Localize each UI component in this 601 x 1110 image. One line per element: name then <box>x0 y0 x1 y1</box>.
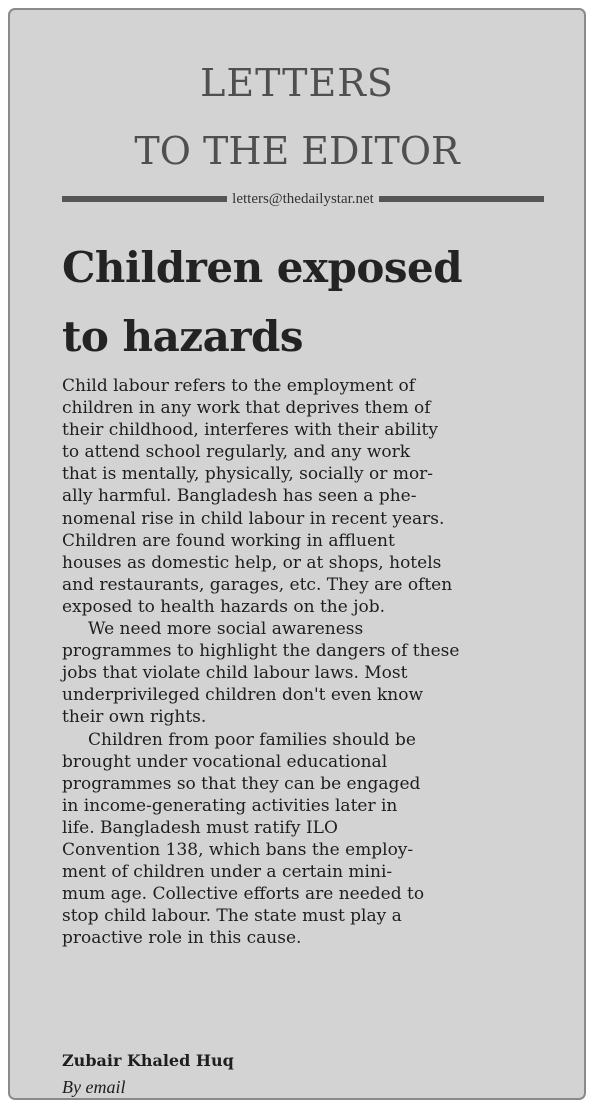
letter-clipping <box>8 8 586 1100</box>
headline-line-2: to hazards <box>62 312 303 361</box>
section-title-line-2: TO THE EDITOR <box>134 129 460 173</box>
letter-body <box>62 375 557 949</box>
body-line: programmes so that they can be engaged <box>62 773 421 794</box>
body-line: mum age. Collective efforts are needed to <box>62 884 425 905</box>
body-line: to attend school regularly, and any work <box>62 442 411 463</box>
rule-right <box>379 196 544 202</box>
body-line: their own rights. <box>62 707 207 728</box>
body-line: houses as domestic help, or at shops, hotels <box>62 552 442 573</box>
body-line: Children are found working in affluent <box>62 530 395 551</box>
body-line: their childhood, interferes with their ability <box>62 420 438 441</box>
body-line: Children from poor families should be <box>88 729 416 750</box>
body-line: children in any work that deprives them of <box>62 398 431 419</box>
body-line: jobs that violate child labour laws. Most <box>62 663 408 684</box>
body-line: ment of children under a certain mini- <box>62 862 393 883</box>
headline-line-1: Children exposed <box>62 243 463 292</box>
body-line: nomenal rise in child labour in recent years. <box>62 508 445 529</box>
email-rule <box>62 191 544 207</box>
body-line: and restaurants, garages, etc. They are often <box>62 574 453 595</box>
body-line: ally harmful. Bangladesh has seen a phe- <box>62 486 417 507</box>
body-line: proactive role in this cause. <box>62 928 302 949</box>
body-line: underprivileged children don't even know <box>62 685 424 706</box>
body-line: life. Bangladesh must ratify ILO <box>62 817 338 838</box>
body-line: exposed to health hazards on the job. <box>62 596 386 617</box>
body-line: Convention 138, which bans the employ- <box>62 839 414 860</box>
author-name: Zubair Khaled Huq <box>62 1051 234 1070</box>
body-line: that is mentally, physically, socially or mor- <box>62 464 434 485</box>
rule-left <box>62 196 227 202</box>
submission-method: By email <box>62 1077 126 1097</box>
body-line: Child labour refers to the employment of <box>62 376 416 396</box>
body-line: programmes to highlight the dangers of these <box>62 641 460 662</box>
body-line: We need more social awareness <box>88 619 364 640</box>
body-line: brought under vocational educational <box>62 751 388 772</box>
editor-email: letters@thedailystar.net <box>232 190 374 207</box>
section-title-line-1: LETTERS <box>200 61 394 105</box>
body-line: in income-generating activities later in <box>62 795 398 816</box>
body-line: stop child labour. The state must play a <box>62 906 402 927</box>
